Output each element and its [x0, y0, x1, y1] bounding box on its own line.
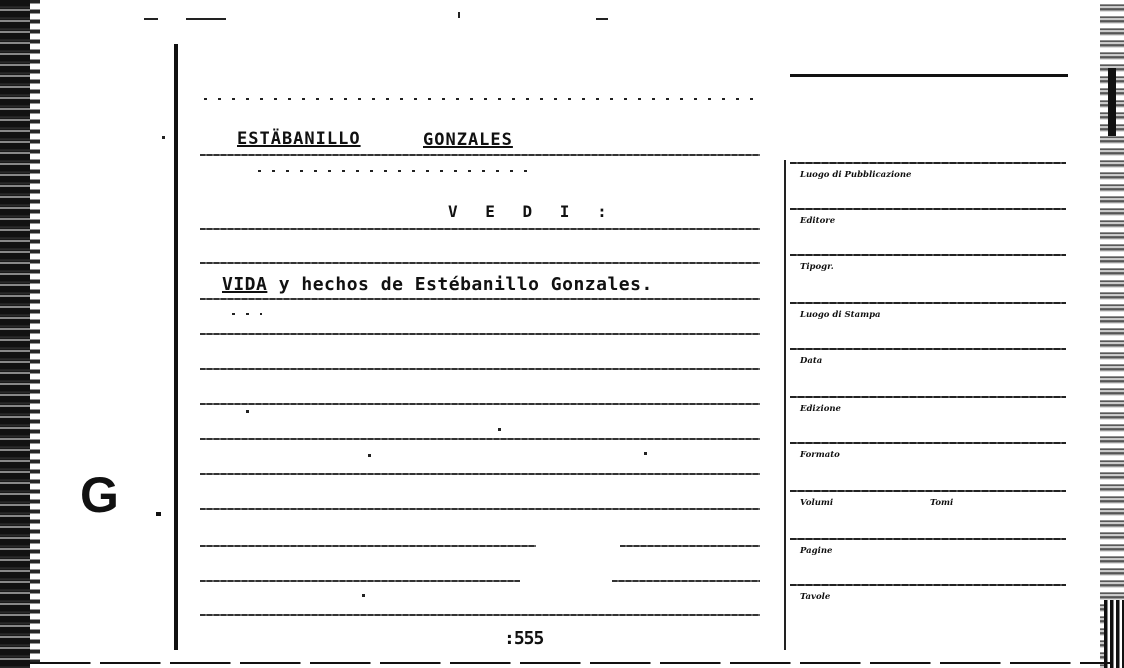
drawer-letter-mark — [156, 512, 161, 516]
top-mark — [596, 18, 608, 20]
ink-speck — [644, 452, 647, 455]
dotted-rule — [258, 170, 528, 172]
work-title — [222, 274, 653, 295]
cross-reference-label: V E D I : — [448, 202, 616, 221]
form-field-place-of-publication — [790, 162, 1066, 206]
form-rule — [790, 302, 1066, 304]
ruled-line — [200, 298, 760, 300]
ruled-line — [200, 262, 760, 264]
form-margin-rule — [784, 160, 786, 650]
ruled-line — [200, 333, 760, 335]
ink-speck — [368, 454, 371, 457]
ruled-line — [612, 580, 760, 582]
dotted-rule — [232, 313, 262, 315]
form-label: Data — [800, 356, 823, 366]
form-rule — [790, 348, 1066, 350]
ink-speck — [162, 136, 165, 139]
form-label-secondary: Tomi — [930, 498, 954, 508]
ruled-line — [620, 545, 760, 547]
ruled-line — [200, 403, 760, 405]
form-rule — [790, 538, 1066, 540]
top-mark — [186, 18, 226, 20]
ruled-line — [200, 508, 760, 510]
scan-left-border-inner — [30, 0, 40, 668]
title-first-word: VIDA — [222, 274, 268, 295]
ruled-line — [200, 580, 520, 582]
top-mark — [458, 12, 460, 18]
scan-right-tab — [1108, 68, 1116, 136]
form-label: Pagine — [800, 546, 833, 556]
ruled-line — [200, 473, 760, 475]
ruled-line — [200, 154, 760, 156]
margin-rule — [174, 44, 178, 650]
form-label: Luogo di Stampa — [800, 310, 881, 320]
author-family-name: GONZALES — [423, 130, 513, 150]
dotted-rule — [204, 98, 764, 100]
form-field-volumes — [790, 490, 1066, 534]
form-label: Luogo di Pubblicazione — [800, 170, 912, 180]
form-field-plates — [790, 584, 1066, 628]
ink-speck — [498, 428, 501, 431]
form-field-printer — [790, 254, 1066, 298]
form-label: Volumi — [800, 498, 834, 508]
ruled-line — [200, 228, 760, 230]
author-surname: ESTÄBANILLO — [237, 129, 361, 149]
ink-speck — [362, 594, 365, 597]
form-label: Edizione — [800, 404, 841, 414]
form-field-date — [790, 348, 1066, 392]
form-rule — [790, 208, 1066, 210]
title-rest: y hechos de Estébanillo Gonzales. — [267, 274, 653, 295]
ruled-line — [200, 614, 760, 616]
form-field-publisher — [790, 208, 1066, 252]
form-rule — [790, 396, 1066, 398]
form-top-rule — [790, 74, 1068, 77]
scan-bottom-border — [30, 662, 1110, 664]
scan-left-border — [0, 0, 30, 668]
form-rule — [790, 584, 1066, 586]
form-rule — [790, 442, 1066, 444]
form-rule — [790, 490, 1066, 492]
form-field-place-of-printing — [790, 302, 1066, 346]
ruled-line — [200, 368, 760, 370]
form-label: Editore — [800, 216, 836, 226]
form-field-edition — [790, 396, 1066, 440]
form-field-format — [790, 442, 1066, 486]
form-label: Tipogr. — [800, 262, 834, 272]
form-rule — [790, 162, 1066, 164]
form-field-pages — [790, 538, 1066, 582]
top-mark — [144, 18, 158, 20]
form-label: Tavole — [800, 592, 831, 602]
form-rule — [790, 254, 1066, 256]
form-label: Formato — [800, 450, 840, 460]
ink-speck — [246, 410, 249, 413]
card-number: :555 — [504, 628, 544, 649]
ruled-line — [200, 545, 536, 547]
ruled-line — [200, 438, 760, 440]
drawer-letter: G — [80, 467, 119, 523]
scan-right-corner — [1104, 600, 1124, 668]
